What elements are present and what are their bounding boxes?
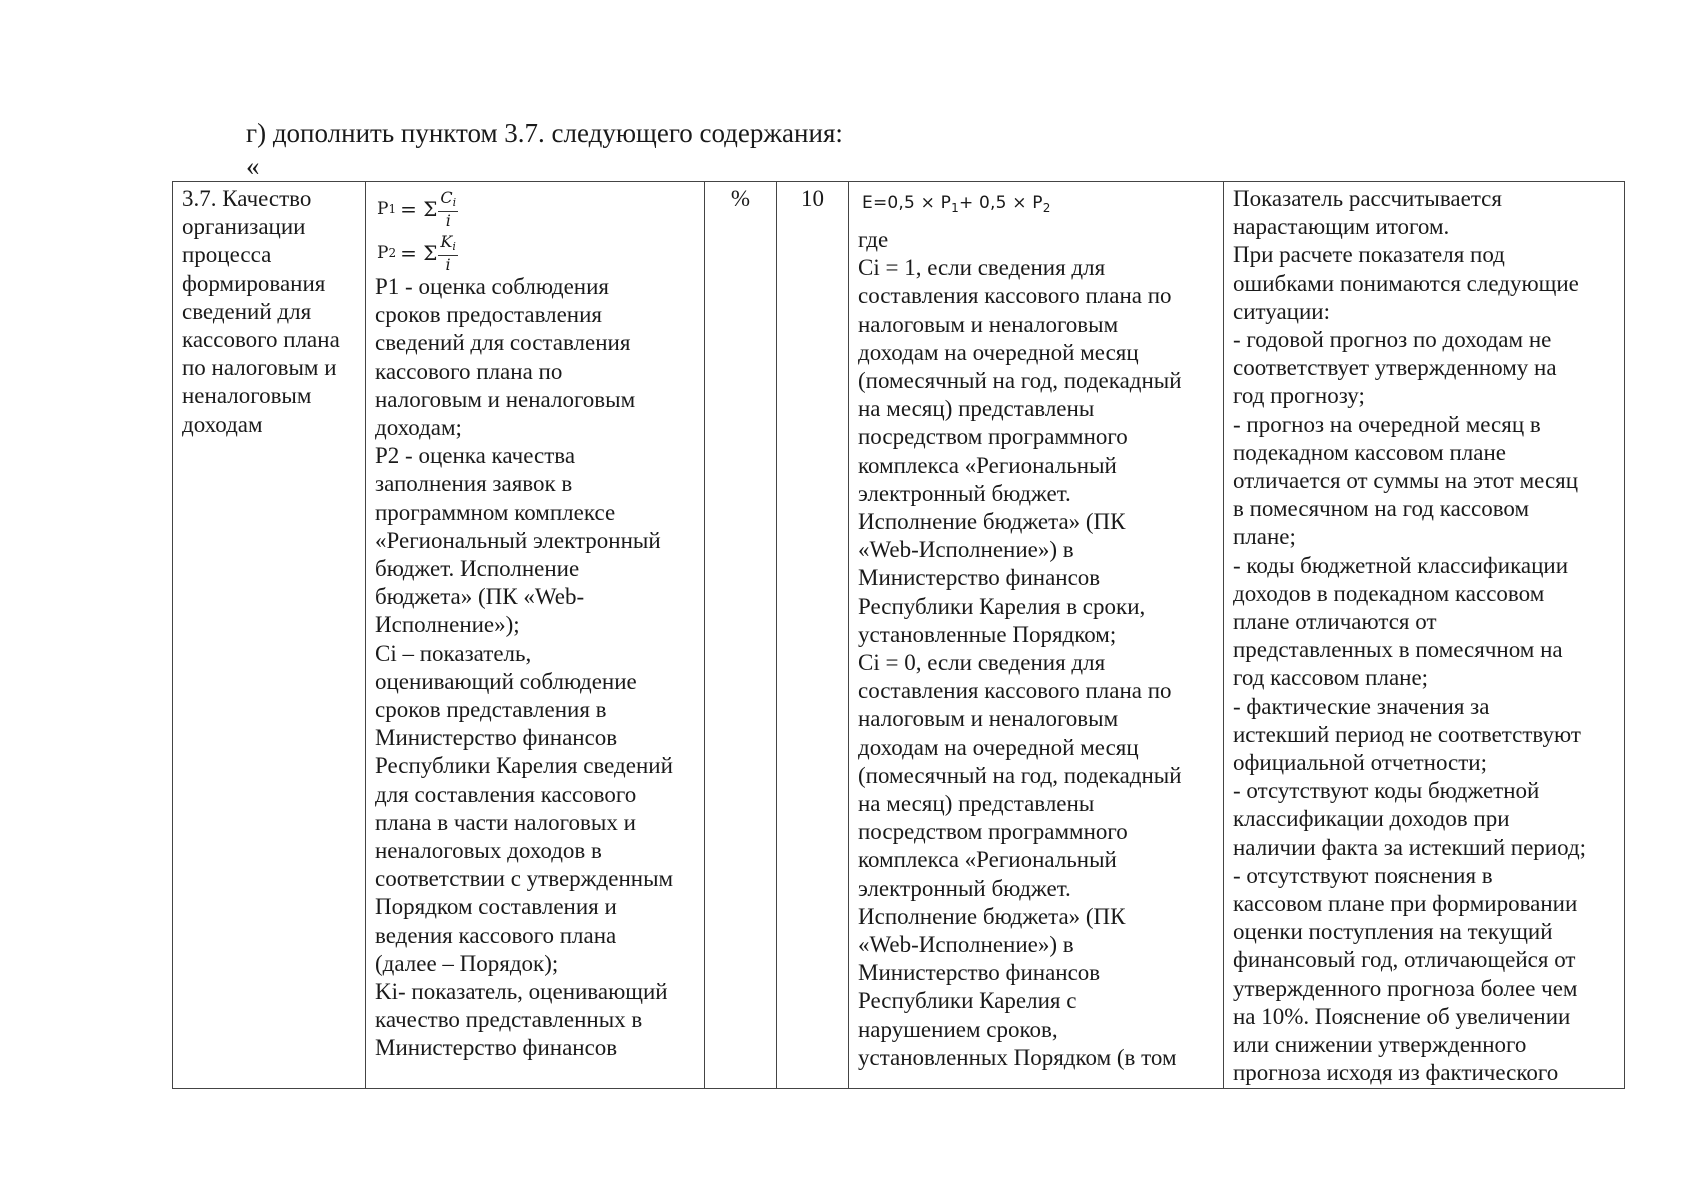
formula-p1-fraction [438,189,458,229]
formula-e-sub-b: 2 [1042,201,1051,215]
opening-quote: « [246,151,260,181]
unit-cell [705,182,777,1089]
formula-p2-lhs: P [377,243,389,263]
calculation-text: где Ci = 1, если сведения для составления кассового плана по налоговым и неналоговым доходам на очередной месяц (помесячный на год, подекадный на месяц) представлены посредством программного комплекса «Региональный электронный бюджет. Исполнение бюджета» (ПК «Web-Исполнение») в Министерство финансов Республики Карелия в сроки, установленные Порядком; Ci = 0, если сведения для составления кассового плана по налоговым и неналоговым доходам на очередной месяц (помесячный на год, подекадный на месяц) представлены посредством программного комплекса «Региональный электронный бюджет. Исполнение бюджета» (ПК «Web-Исполнение») в Министерство финансов Республики Карелия с нарушением сроков, установленных Порядком (в том [858,227,1182,1070]
formula-e-sub-a: 1 [951,201,959,215]
notes-cell [1224,182,1625,1089]
indicator-name: 3.7. Качество организации процесса формирования сведений для кассового плана по налоговым и неналоговым доходам [182,186,340,437]
indicator-table [172,181,1625,1089]
formula-p1-numerator-sub: i [452,196,457,209]
formula-p2-sigma: = Σ [400,241,438,265]
indicator-name-cell [173,182,366,1089]
formula-p1-sigma: = Σ [400,197,438,221]
formula-e-part-b: + 0,5 × P [958,193,1043,213]
formula-p2-numerator-sub: i [452,240,456,253]
notes-text: Показатель рассчитывается нарастающим итогом. При расчете показателя под ошибками понимаются следующие ситуации: - годовой прогноз по доходам не соответствует утвержденному на год прогнозу; - прогноз на очередной месяц в подекадном кассовом плане отличается от суммы на этот месяц в помесячном на год кассовом плане; - коды бюджетной классификации доходов в подекадном кассовом плане отличаются от представленных в помесячном на год кассовом плане; - фактические значения за истекший период не соответствуют официальной отчетности; - отсутствуют коды бюджетной классификации доходов при наличии факта за истекший период; - отсутствуют пояснения в кассовом плане при формировании оценки поступления на текущий финансовый год, отличающейся от утвержденного прогноза более чем на 10%. Пояснение об увеличении или снижении утвержденного прогноза исходя из фактического [1233,186,1587,1086]
indicator-formula-cell [366,182,705,1089]
formula-e [862,191,1214,220]
formula-p2-fraction [438,233,457,273]
formula-p2-denominator: i [445,255,451,274]
calculation-cell [849,182,1224,1089]
formula-p1-lhs: P [377,199,389,219]
formula-p1-denominator: i [445,211,451,230]
formula-p1-numerator: C [440,188,453,207]
table-row [173,182,1625,1089]
indicator-description: Р1 - оценка соблюдения сроков предоставления сведений для составления кассового плана по налоговым и неналоговым доходам; Р2 - оценка качества заполнения заявок в программном комплексе «Региональный электронный бюджет. Исполнение бюджета» (ПК «Web- Исполнение»); Ci – показатель, оценивающий соблюдение сроков представления в Министерство финансов Республики Карелия сведений для составления кассового плана в части налоговых и неналоговых доходов в соответствии с утвержденным Порядком составления и ведения кассового плана (далее – Порядок); Ki- показатель, оценивающий качество представленных в Министерство финансов [375,274,674,1061]
weight-cell [777,182,849,1089]
amendment-heading: г) дополнить пунктом 3.7. следующего содержания: [246,118,843,148]
formula-e-part-a: E=0,5 × P [862,193,952,213]
weight-value: 10 [801,186,824,211]
unit-value: % [730,186,751,211]
formula-p1 [377,189,695,229]
formula-p2-lhs-sub: 2 [388,246,397,260]
formula-p1-lhs-sub: 1 [388,202,397,216]
formula-p2 [377,233,695,273]
formula-p2-numerator: K [440,232,453,251]
